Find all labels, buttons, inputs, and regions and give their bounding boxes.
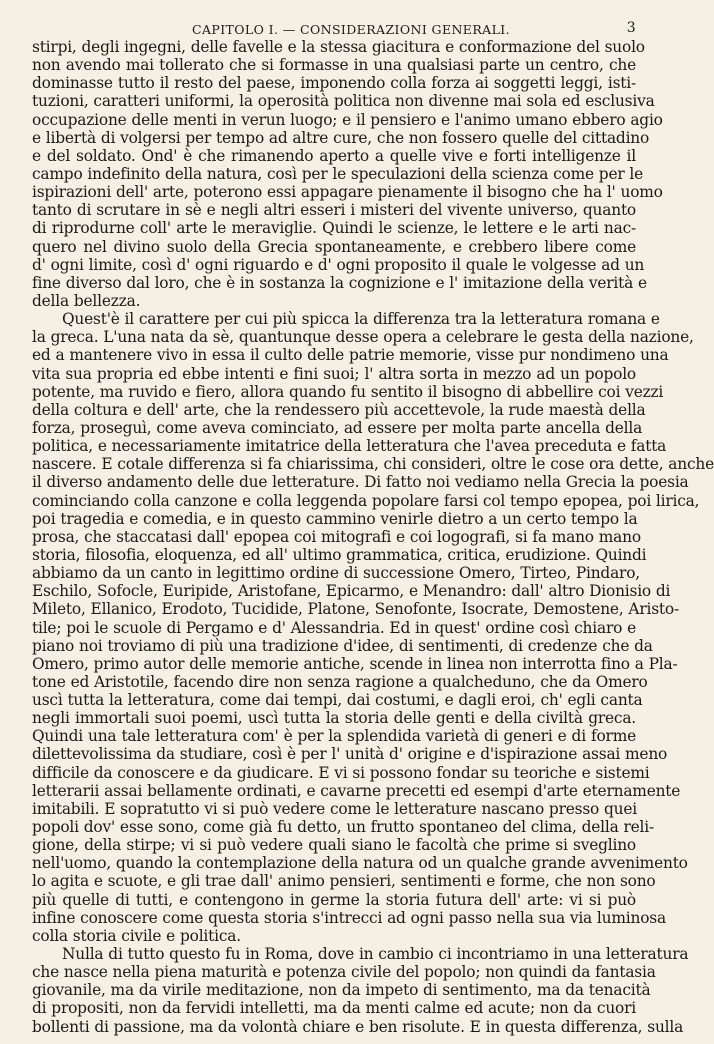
paragraph	[32, 310, 714, 945]
text-line: tone ed Aristotile, facendo dire non senza ragione a qualcheduno, che da Omero	[32, 672, 648, 691]
text-line: dilettevolissima da studiare, così è per l' unità d' origine e d'ispirazione assai meno	[32, 745, 668, 764]
text-line: giovanile, ma da virile meditazione, non da impeto di sentimento, ma da tenacità	[32, 981, 651, 1000]
running-title: CAPITOLO I. — CONSIDERAZIONI GENERALI.	[192, 22, 510, 37]
text-line: bollenti di passione, ma da volontà chiare e ben risolute. E in questa differenza, sulla	[32, 1017, 684, 1036]
text-line: Quindi una tale letteratura com' è per la splendida varietà di generi e di forme	[32, 727, 636, 746]
text-line: della coltura e dell' arte, che la rendessero più accettevole, la rude maestà della	[32, 400, 646, 419]
text-line: Quest'è il carattere per cui più spicca la differenza tra la letteratura romana e	[62, 310, 660, 329]
text-line: imitabili. E sopratutto vi si può vedere come le letterature nascano presso quei	[32, 799, 637, 818]
text-line: tile; poi le scuole di Pergamo e d' Alessandria. Ed in quest' ordine così chiaro e	[32, 618, 636, 637]
text-line: che nasce nella piena maturità e potenza civile del popolo; non quindi da fantasia	[32, 963, 656, 982]
text-line: popoli dov' esse sono, come già fu detto, un frutto spontaneo del clima, della reli-	[32, 818, 654, 837]
text-line: della bellezza.	[32, 291, 141, 310]
text-line: e libertà di volgersi per tempo ad altre cure, che non fossero quelle del cittadino	[32, 128, 650, 147]
text-line: uscì tutta la letteratura, come dai tempi, dai costumi, e dagli eroi, ch' egli canta	[32, 691, 643, 710]
text-line: quero nel divino suolo della Grecia spontaneamente, e crebbero libere come	[32, 237, 636, 256]
text-line: stirpi, degli ingegni, delle favelle e la stessa giacitura e conformazione del suolo	[32, 38, 645, 56]
text-line: Omero, primo autor delle memorie antiche, scende in linea non interrotta fino a Pla-	[32, 654, 678, 673]
text-line: di propositi, non da fervidi intelletti, ma da menti calme ed acute; non da cuori	[32, 999, 636, 1018]
text-line: ed a mantenere vivo in essa il culto delle patrie memorie, visse pur nondimeno una	[32, 346, 669, 365]
text-line: Mileto, Ellanico, Erodoto, Tucidide, Platone, Senofonte, Isocrate, Demostene, Aristo-	[32, 600, 679, 619]
book-page	[32, 16, 714, 1036]
body-text	[32, 38, 714, 1036]
text-line: storia, filosofia, eloquenza, ed all' ultimo grammatica, critica, erudizione. Quindi	[32, 545, 647, 564]
text-line: occupazione delle menti in verun luogo; e il pensiero e l'animo umano ebbero agio	[32, 110, 663, 129]
text-line: dominasse tutto il resto del paese, imponendo colla forza ai soggetti leggi, isti-	[32, 74, 636, 93]
text-line: e del soldato. Ond' è che rimanendo aperto a quelle vive e forti intelligenze il	[32, 146, 636, 165]
text-line: prosa, che staccatasi dall' epopea coi mitografi e coi logografi, si fa mano mano	[32, 527, 641, 546]
text-line: colla storia civile e politica.	[32, 926, 241, 945]
text-line: nascere. E cotale differenza si fa chiarissima, chi consideri, oltre le cose ora dette, anche	[32, 455, 714, 474]
text-line: tuzioni, caratteri uniformi, la operosità politica non divenne mai sola ed esclusiva	[32, 92, 655, 111]
text-line: fine diverso dal loro, che è in sostanza la cognizione e l' imitazione della verità e	[32, 273, 647, 292]
text-line: negli immortali suoi poemi, uscì tutta la storia delle genti e della civiltà greca.	[32, 709, 636, 728]
text-line: d' ogni limite, così d' ogni riguardo e d' ogni proposito il quale le volgesse ad un	[32, 255, 645, 274]
page-number: 3	[626, 20, 636, 36]
text-line: tanto di scrutare in sè e negli altri esseri i misteri del vivente universo, quanto	[32, 201, 636, 220]
text-line: più quelle di tutti, e contengono in germe la storia futura dell' arte: vi si può	[32, 890, 636, 909]
text-line: lo agita e scuote, e gli trae dall' animo pensieri, sentimenti e forme, che non sono	[32, 872, 656, 891]
text-line: vita sua propria ed ebbe intenti e fini suoi; l' altra sorta in mezzo ad un popolo	[32, 364, 636, 383]
text-line: ispirazioni dell' arte, poterono essi appagare pienamente il bisogno che ha l' uomo	[32, 183, 663, 202]
text-line: il diverso andamento delle due letterature. Di fatto noi vediamo nella Grecia la poesia	[32, 473, 689, 492]
text-line: poi tragedia e comedia, e in questo cammino venirle dietro a un certo tempo la	[32, 509, 638, 528]
text-line: politica, e necessariamente imitatrice della letteratura che l'avea preceduta e fatta	[32, 437, 667, 456]
text-line: Eschilo, Sofocle, Euripide, Aristofane, Epicarmo, e Menandro: dall' altro Dionisio di	[32, 582, 671, 601]
text-line: Nulla di tutto questo fu in Roma, dove in cambio ci incontriamo in una letteratura	[62, 945, 689, 964]
text-line: infine conoscere come questa storia s'intrecci ad ogni passo nella sua via luminosa	[32, 908, 666, 927]
paragraph	[32, 945, 689, 1036]
text-line: abbiamo da un canto in legittimo ordine di successione Omero, Tirteo, Pindaro,	[32, 564, 640, 583]
paragraph	[32, 38, 663, 310]
text-line: di riprodurne coll' arte le meraviglie. Quindi le scienze, le lettere e le arti nac-	[32, 219, 636, 238]
text-line: potente, ma ruvido e fiero, allora quando fu sentito il bisogno di abbellire coi vezzi	[32, 382, 664, 401]
text-line: difficile da conoscere e da giudicare. E vi si possono fondar su teoriche e sistemi	[32, 763, 650, 782]
text-line: gione, della stirpe; vi si può vedere quali siano le facoltà che prime si sveglino	[32, 836, 636, 855]
text-line: non avendo mai tollerato che si formasse in una qualsiasi parte un centro, che	[32, 56, 636, 75]
page-header	[32, 16, 636, 38]
text-line: piano noi troviamo di più una tradizione d'idee, di sentimenti, di credenze che da	[32, 636, 653, 655]
text-line: la greca. L'una nata da sè, quantunque desse opera a celebrare le gesta della nazione,	[32, 328, 694, 347]
text-line: campo indefinito della natura, così per le speculazioni della scienza come per le	[32, 164, 644, 183]
text-line: forza, proseguì, come aveva cominciato, ad essere per molta parte ancella della	[32, 418, 643, 437]
text-line: cominciando colla canzone e colla leggenda popolare farsi col tempo epopea, poi lirica,	[32, 491, 700, 510]
text-line: letterarii assai bellamente ordinati, e cavarne precetti ed esempi d'arte eternamente	[32, 781, 681, 800]
text-line: nell'uomo, quando la contemplazione della natura od un qualche grande avvenimento	[32, 854, 688, 873]
